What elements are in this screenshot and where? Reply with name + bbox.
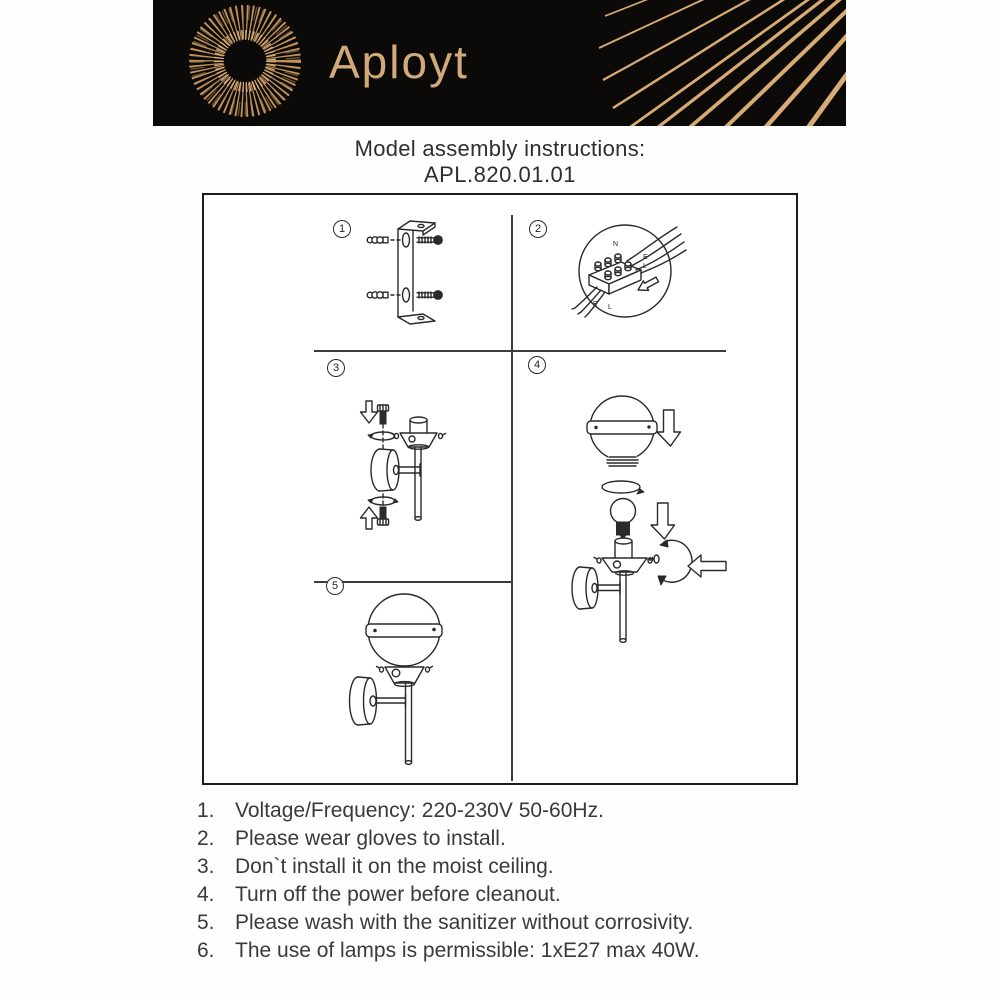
list-item [197, 825, 877, 853]
wire-label-n: N [613, 241, 619, 248]
step4-globe-assembly-diagram [560, 390, 745, 660]
wire-label-bottom-l: L [608, 304, 612, 311]
assembly-diagram-frame [202, 193, 798, 785]
list-item [197, 853, 877, 881]
down-arrow-icon [361, 401, 378, 423]
item-text: The use of lamps is permissible: 1xE27 max 40W. [235, 939, 700, 962]
fixture-wires-icon [572, 287, 605, 317]
globe-shade-icon [587, 396, 657, 466]
attach-arrow-icon [688, 555, 726, 577]
banner-graphic [153, 0, 846, 126]
wall-anchor-icon [367, 237, 402, 298]
item-text: Voltage/Frequency: 220-230V 50-60Hz. [235, 799, 604, 822]
step1-bracket-diagram [355, 210, 465, 340]
page-title: Model assembly instructions: [354, 136, 646, 161]
list-item [197, 937, 877, 965]
item-number: 2. [197, 827, 215, 850]
assembled-lamp-icon [350, 594, 443, 764]
item-text: Don`t install it on the moist ceiling. [235, 855, 554, 878]
rotate-arc-arrow-icon [658, 540, 692, 585]
wire-label-bottom-e: E [593, 301, 598, 308]
item-number: 6. [197, 939, 215, 962]
mounting-screw-icon [417, 236, 442, 300]
list-item [197, 881, 877, 909]
item-number: 5. [197, 911, 215, 934]
item-text: Please wear gloves to install. [235, 827, 506, 850]
wire-label-e: E [643, 254, 648, 261]
step-circle-2: 2 [529, 220, 547, 238]
model-number: APL.820.01.01 [423, 162, 577, 187]
item-text: Please wash with the sanitizer without corrosivity. [235, 911, 694, 934]
item-number: 1. [197, 799, 215, 822]
item-number: 4. [197, 883, 215, 906]
brand-wordmark: Aployt [329, 36, 469, 88]
step2-wiring-diagram [565, 213, 695, 325]
screw-icon [378, 405, 389, 424]
step5-assembled-lamp-diagram [340, 590, 470, 775]
screw-icon [378, 507, 389, 525]
brand-banner [153, 0, 846, 126]
item-text: Turn off the power before cleanout. [235, 883, 561, 906]
step-circle-4: 4 [528, 356, 546, 374]
item-number: 3. [197, 855, 215, 878]
step3-bracket-mount-diagram [350, 395, 460, 535]
step-circle-5: 5 [326, 577, 344, 595]
bulb-icon [611, 499, 636, 540]
step-circle-1: 1 [333, 220, 351, 238]
down-arrow-icon [657, 410, 681, 446]
supply-wires-icon [627, 227, 686, 273]
rotate-ring-icon [602, 481, 644, 494]
lamp-holder-icon [392, 417, 446, 449]
list-item [197, 797, 877, 825]
wall-plate-icon [371, 449, 399, 491]
step-circle-3: 3 [327, 359, 345, 377]
down-arrow-icon [651, 503, 675, 539]
instruction-list [197, 797, 877, 965]
wire-label-l: L [643, 263, 647, 270]
title-block [0, 136, 1000, 188]
list-item [197, 909, 877, 937]
up-arrow-icon [361, 507, 378, 529]
vertical-divider [511, 215, 513, 781]
lamp-body-icon [572, 538, 655, 642]
horizontal-divider-1 [314, 350, 726, 352]
